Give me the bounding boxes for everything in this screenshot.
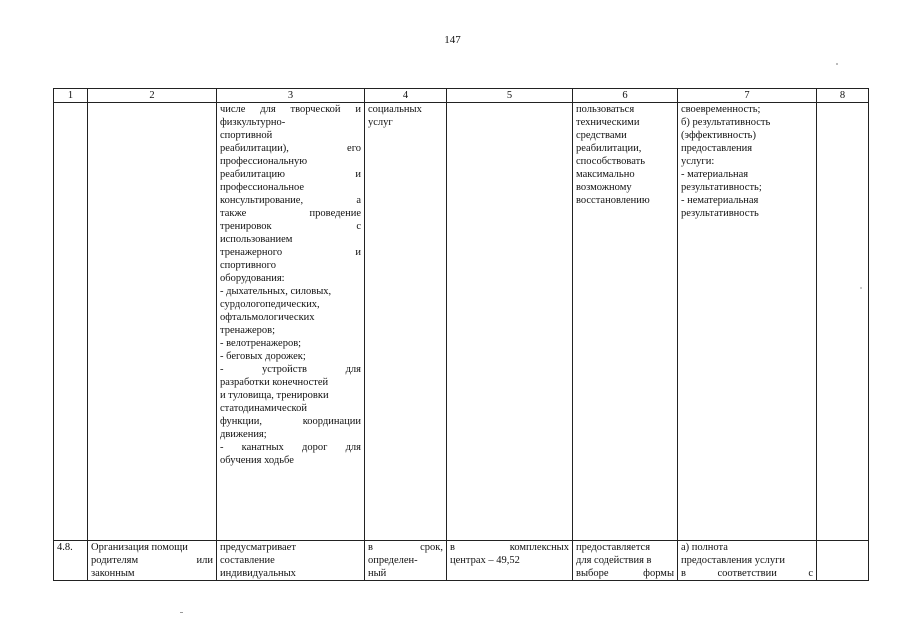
description-line: и туловища, тренировки [220, 390, 329, 401]
description-line: - устройств для [220, 364, 361, 375]
description-line: индивидуальных [220, 568, 296, 579]
description-line: движения; [220, 429, 267, 440]
header-col-1: 1 [54, 89, 88, 103]
conditions-line: предоставляется [576, 542, 651, 553]
norms-line: в комплексных [450, 542, 569, 553]
description-line: статодинамической [220, 403, 307, 414]
description-line: числе для творческой и [220, 104, 361, 115]
header-col-2: 2 [88, 89, 217, 103]
description-line: консультирование, а [220, 195, 361, 206]
cell-norms [447, 103, 573, 541]
description-line: реабилитацию и [220, 169, 361, 180]
service-name-line: законным [91, 568, 135, 579]
conditions-line: возможному [576, 182, 632, 193]
quality-line: (эффективность) [681, 130, 756, 141]
header-col-8: 8 [817, 89, 869, 103]
quality-line: в соответствии с [681, 568, 813, 579]
quality-line: результативность [681, 208, 759, 219]
cell-conditions [573, 103, 678, 541]
description-line: профессиональное [220, 182, 305, 193]
service-name-line: родителям или [91, 555, 213, 566]
header-col-4: 4 [365, 89, 447, 103]
cell-quality-indicators [678, 541, 817, 581]
conditions-line: выборе формы [576, 568, 674, 579]
header-col-6: 6 [573, 89, 678, 103]
norms-line: центрах – 49,52 [450, 555, 520, 566]
service-name-line: Организация помощи [91, 542, 188, 553]
term-line: услуг [368, 117, 393, 128]
description-line: - велотренажеров; [220, 338, 302, 349]
conditions-line: пользоваться [576, 104, 635, 115]
term-line: ный [368, 568, 387, 579]
quality-line: б) результативность [681, 117, 771, 128]
quality-line: своевременность; [681, 104, 761, 115]
table-row-4-8 [54, 541, 869, 581]
quality-line: предоставления услуги [681, 555, 786, 566]
cell-term [365, 541, 447, 581]
quality-line: предоставления [681, 143, 753, 154]
quality-line: результативность; [681, 182, 762, 193]
description-line: использованием [220, 234, 293, 245]
cell-service-name [88, 541, 217, 581]
description-line: - канатных дорог для [220, 442, 361, 453]
description-line: разработки конечностей [220, 377, 329, 388]
description-line: спортивного [220, 260, 276, 271]
description-line: сурдологопедических, [220, 299, 320, 310]
header-col-5: 5 [447, 89, 573, 103]
description-line: физкультурно- [220, 117, 286, 128]
description-line: предусматривает [220, 542, 296, 553]
description-line: реабилитации), его [220, 143, 361, 154]
cell-number [54, 103, 88, 541]
description-line: профессиональную [220, 156, 308, 167]
cell-norms [447, 541, 573, 581]
cell-service-name [88, 103, 217, 541]
description-line: тренировок с [220, 221, 361, 232]
header-col-7: 7 [678, 89, 817, 103]
description-line: обучения ходьбе [220, 455, 294, 466]
conditions-line: реабилитации, [576, 143, 642, 154]
scan-speck [836, 63, 838, 65]
description-line: - беговых дорожек; [220, 351, 306, 362]
conditions-line: восстановлению [576, 195, 650, 206]
term-line: определен- [368, 555, 418, 566]
description-line: офтальмологических [220, 312, 315, 323]
table-row-continued [54, 103, 869, 541]
conditions-line: способствовать [576, 156, 646, 167]
cell-description [217, 103, 365, 541]
term-line: в срок, [368, 542, 443, 553]
scan-speck [860, 287, 862, 289]
quality-line: а) полнота [681, 542, 728, 553]
cell-term [365, 103, 447, 541]
description-line: оборудования: [220, 273, 285, 284]
cell-notes [817, 541, 869, 581]
quality-line: - материальная [681, 169, 749, 180]
cell-conditions [573, 541, 678, 581]
conditions-line: средствами [576, 130, 627, 141]
page-number: 147 [444, 34, 461, 46]
services-table [53, 88, 869, 581]
term-line: социальных [368, 104, 422, 115]
cell-number: 4.8. [54, 541, 88, 581]
description-line: тренажеров; [220, 325, 276, 336]
scan-speck [180, 612, 183, 613]
description-line: - дыхательных, силовых, [220, 286, 332, 297]
conditions-line: техническими [576, 117, 640, 128]
description-line: спортивной [220, 130, 273, 141]
cell-notes [817, 103, 869, 541]
table-header-row [54, 89, 869, 103]
header-col-3: 3 [217, 89, 365, 103]
description-line: составление [220, 555, 275, 566]
description-line: тренажерного и [220, 247, 361, 258]
cell-quality-indicators [678, 103, 817, 541]
conditions-line: максимально [576, 169, 635, 180]
cell-description [217, 541, 365, 581]
description-line: функции, координации [220, 416, 361, 427]
quality-line: услуги: [681, 156, 715, 167]
description-line: также проведение [220, 208, 361, 219]
quality-line: - нематериальная [681, 195, 759, 206]
conditions-line: для содействия в [576, 555, 652, 566]
